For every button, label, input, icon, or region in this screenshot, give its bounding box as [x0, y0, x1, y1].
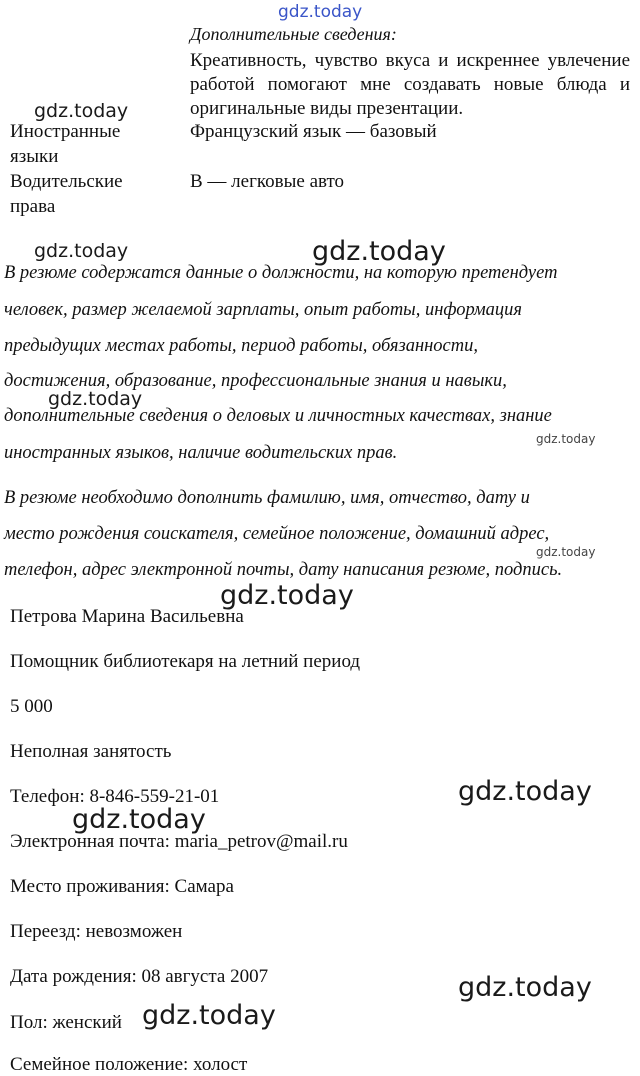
watermark: gdz.today	[312, 236, 446, 267]
field-relocation: Переезд: невозможен	[10, 921, 183, 942]
languages-label-line2: языки	[10, 146, 59, 167]
watermark: gdz.today	[220, 580, 354, 611]
license-value: В — легковые авто	[190, 171, 345, 192]
paragraph1-line: человек, размер желаемой зарплаты, опыт работы, информация	[4, 300, 523, 320]
field-gender: Пол: женский	[10, 1012, 122, 1033]
watermark-top: gdz.today	[278, 2, 363, 22]
field-phone: Телефон: 8-846-559-21-01	[10, 786, 220, 807]
watermark: gdz.today	[458, 972, 592, 1003]
additional-info-title: Дополнительные сведения:	[190, 24, 397, 44]
paragraph1-line: иностранных языков, наличие водительских прав.	[4, 443, 398, 463]
field-employment: Неполная занятость	[10, 741, 172, 762]
additional-info-text: Креативность, чувство вкуса и искреннее увлечение работой помогают мне создавать новые блюда и оригинальные виды презентации.	[190, 50, 630, 119]
paragraph2-line: телефон, адрес электронной почты, дату написания резюме, подпись.	[4, 560, 563, 580]
field-birth-date: Дата рождения: 08 августа 2007	[10, 966, 269, 987]
watermark: gdz.today	[536, 545, 596, 559]
license-label-line2: права	[10, 196, 56, 217]
paragraph2-line: место рождения соискателя, семейное положение, домашний адрес,	[4, 524, 550, 544]
watermark: gdz.today	[34, 100, 129, 122]
field-full-name: Петрова Марина Васильевна	[10, 606, 244, 627]
watermark: gdz.today	[458, 776, 592, 807]
field-marital-status: Семейное положение: холост	[10, 1054, 248, 1075]
field-residence: Место проживания: Самара	[10, 876, 234, 897]
watermark: gdz.today	[536, 432, 596, 446]
watermark: gdz.today	[72, 804, 206, 835]
field-position: Помощник библиотекаря на летний период	[10, 651, 361, 672]
paragraph2-line: В резюме необходимо дополнить фамилию, имя, отчество, дату и	[4, 488, 530, 508]
paragraph1-line: предыдущих местах работы, период работы, обязанности,	[4, 336, 478, 356]
watermark: gdz.today	[142, 1000, 276, 1031]
license-label-line1: Водительские	[10, 171, 123, 192]
paragraph1-line: дополнительные сведения о деловых и личностных качествах, знание	[4, 406, 552, 426]
field-email: Электронная почта: maria_petrov@mail.ru	[10, 831, 348, 852]
watermark: gdz.today	[48, 388, 143, 410]
paragraph1-line: достижения, образование, профессиональные знания и навыки,	[4, 371, 507, 391]
paragraph1-line: В резюме содержатся данные о должности, на которую претендует	[4, 263, 558, 283]
watermark: gdz.today	[34, 240, 129, 262]
languages-label-line1: Иностранные	[10, 121, 121, 142]
field-salary: 5 000	[10, 696, 53, 717]
languages-value: Французский язык — базовый	[190, 121, 437, 142]
